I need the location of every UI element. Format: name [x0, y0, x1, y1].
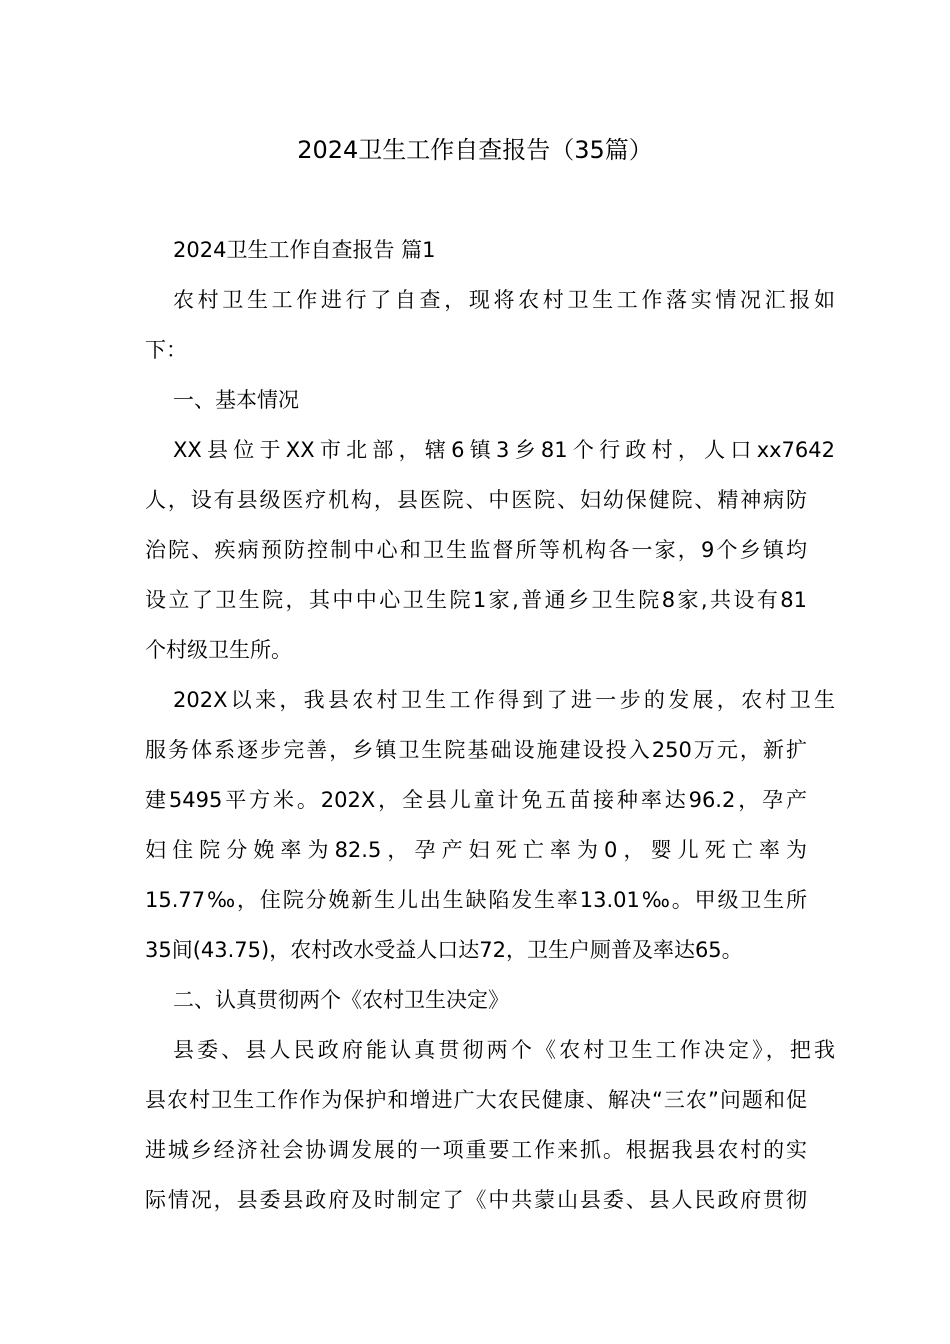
paragraph-line: 农村卫生工作进行了自查，现将农村卫生工作落实情况汇报如	[173, 288, 835, 312]
document-title: 2024卫生工作自查报告（35篇）	[297, 136, 653, 164]
paragraph-line: 治院、疾病预防控制中心和卫生监督所等机构各一家，9个乡镇均	[145, 538, 807, 562]
paragraph-line: 进城乡经济社会协调发展的一项重要工作来抓。根据我县农村的实	[145, 1138, 807, 1162]
paragraph-line: 人，设有县级医疗机构，县医院、中医院、妇幼保健院、精神病防	[145, 488, 807, 512]
paragraph-line: 设立了卫生院，其中中心卫生院1家,普通乡卫生院8家,共设有81	[145, 588, 807, 612]
paragraph-line: 35间(43.75)，农村改水受益人口达72，卫生户厕普及率达65。	[145, 938, 743, 962]
paragraph-line: 个村级卫生所。	[145, 638, 292, 662]
paragraph-line: XX县位于XX市北部，辖6镇3乡81个行政村，人口xx7642	[173, 438, 835, 462]
paragraph-line: 县农村卫生工作作为保护和增进广大农民健康、解决“三农”问题和促	[145, 1088, 807, 1112]
paragraph-line: 县委、县人民政府能认真贯彻两个《农村卫生工作决定》，把我	[173, 1038, 835, 1062]
paragraph-line: 建5495平方米。202X，全县儿童计免五苗接种率达96.2，孕产	[145, 788, 807, 812]
paragraph-line: 下：	[145, 338, 187, 362]
paragraph-line: 202X以来，我县农村卫生工作得到了进一步的发展，农村卫生	[173, 688, 835, 712]
paragraph-line: 15.77‰，住院分娩新生儿出生缺陷发生率13.01‰。甲级卫生所	[145, 888, 807, 912]
subsection-heading: 二、认真贯彻两个《农村卫生决定》	[173, 988, 509, 1012]
paragraph-line: 妇住院分娩率为82.5，孕产妇死亡率为0，婴儿死亡率为	[145, 838, 807, 862]
paragraph-line: 际情况，县委县政府及时制定了《中共蒙山县委、县人民政府贯彻	[145, 1188, 807, 1212]
section-heading: 2024卫生工作自查报告 篇1	[173, 238, 436, 262]
subsection-heading: 一、基本情况	[173, 388, 299, 412]
paragraph-line: 服务体系逐步完善，乡镇卫生院基础设施建设投入250万元，新扩	[145, 738, 807, 762]
